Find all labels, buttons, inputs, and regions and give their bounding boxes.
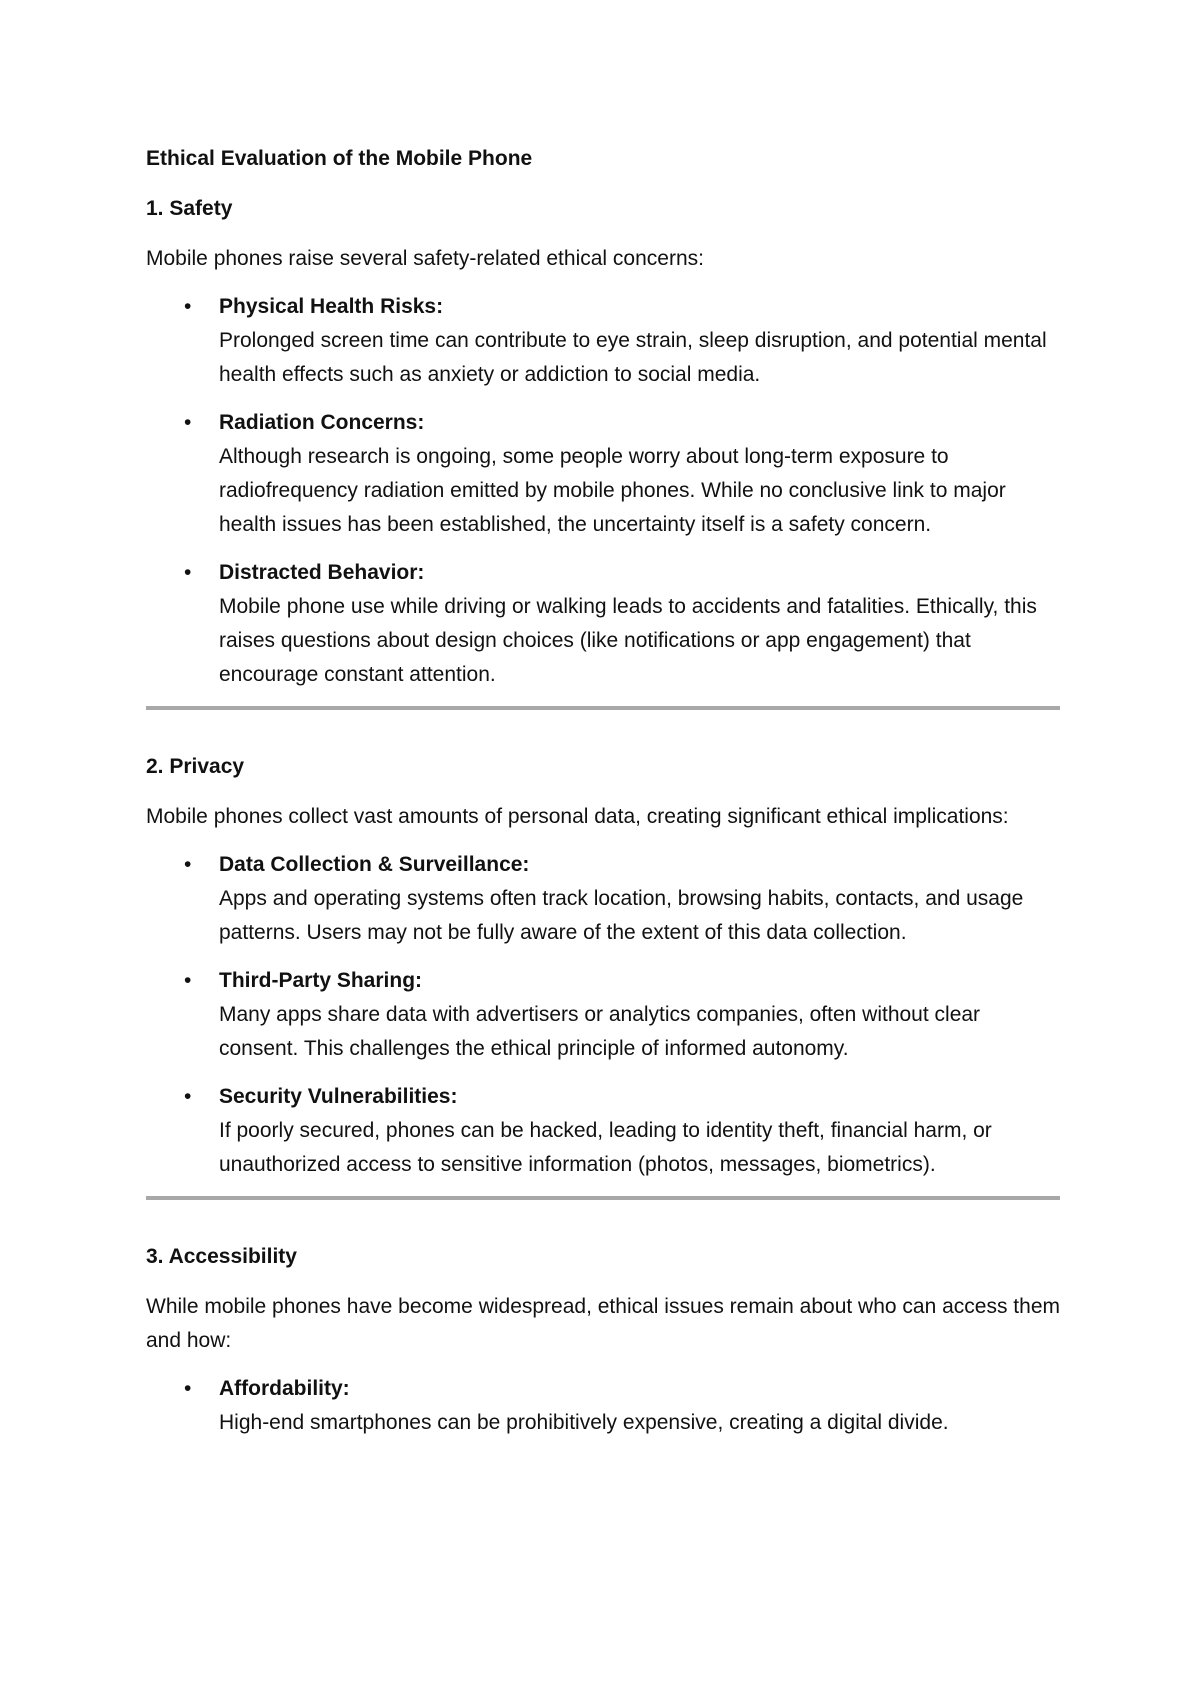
bullet-icon: • xyxy=(184,411,192,434)
section-heading: 2. Privacy xyxy=(146,755,245,778)
bullet-term: Security Vulnerabilities: xyxy=(219,1085,458,1108)
section-heading: 1. Safety xyxy=(146,197,233,220)
list-item xyxy=(146,406,1060,542)
bullet-icon: • xyxy=(184,969,192,992)
bullet-text: Prolonged screen time can contribute to eye strain, sleep disruption, and potential mental health effects such as anxiety or addiction to social media. xyxy=(219,329,1047,386)
list-item xyxy=(146,848,1060,950)
bullet-icon: • xyxy=(184,1085,192,1108)
bullet-term: Affordability: xyxy=(219,1377,350,1400)
section-divider xyxy=(146,1196,1060,1200)
section-intro: Mobile phones raise several safety-related ethical concerns: xyxy=(146,247,704,270)
bullet-text: High-end smartphones can be prohibitively expensive, creating a digital divide. xyxy=(219,1411,949,1434)
bullet-text: Apps and operating systems often track location, browsing habits, contacts, and usage patterns. Users may not be fully aware of the extent of this data collection. xyxy=(219,887,1024,944)
section-accessibility xyxy=(146,1240,1060,1440)
document-title: Ethical Evaluation of the Mobile Phone xyxy=(146,147,533,170)
list-item xyxy=(146,964,1060,1066)
bullet-text: Mobile phone use while driving or walking leads to accidents and fatalities. Ethically, this raises questions about design choices (like notifications or app engagement) that encourage constant attention. xyxy=(219,595,1037,686)
bullet-term: Third-Party Sharing: xyxy=(219,969,423,992)
section-intro: While mobile phones have become widespread, ethical issues remain about who can access them and how: xyxy=(146,1295,1060,1352)
list-item xyxy=(146,556,1060,692)
bullet-term: Physical Health Risks: xyxy=(219,295,444,318)
bullet-icon: • xyxy=(184,295,192,318)
bullet-term: Distracted Behavior: xyxy=(219,561,425,584)
list-item xyxy=(146,290,1060,392)
section-divider xyxy=(146,706,1060,710)
bullet-list xyxy=(146,1372,1060,1440)
bullet-list xyxy=(146,290,1060,692)
bullet-icon: • xyxy=(184,853,192,876)
bullet-list xyxy=(146,848,1060,1182)
bullet-icon: • xyxy=(184,1377,192,1400)
section-intro: Mobile phones collect vast amounts of personal data, creating significant ethical implications: xyxy=(146,805,1009,828)
section-heading: 3. Accessibility xyxy=(146,1245,297,1268)
bullet-term: Radiation Concerns: xyxy=(219,411,425,434)
document-page xyxy=(146,142,1060,1454)
bullet-text: If poorly secured, phones can be hacked, leading to identity theft, financial harm, or unauthorized access to sensitive information (photos, messages, biometrics). xyxy=(219,1119,992,1176)
bullet-text: Many apps share data with advertisers or analytics companies, often without clear consent. This challenges the ethical principle of informed autonomy. xyxy=(219,1003,981,1060)
section-privacy xyxy=(146,750,1060,1182)
list-item xyxy=(146,1372,1060,1440)
bullet-term: Data Collection & Surveillance: xyxy=(219,853,530,876)
bullet-text: Although research is ongoing, some people worry about long-term exposure to radiofrequency radiation emitted by mobile phones. While no conclusive link to major health issues has been established, the uncertainty itself is a safety concern. xyxy=(219,445,1006,536)
section-safety xyxy=(146,192,1060,692)
bullet-icon: • xyxy=(184,561,192,584)
list-item xyxy=(146,1080,1060,1182)
